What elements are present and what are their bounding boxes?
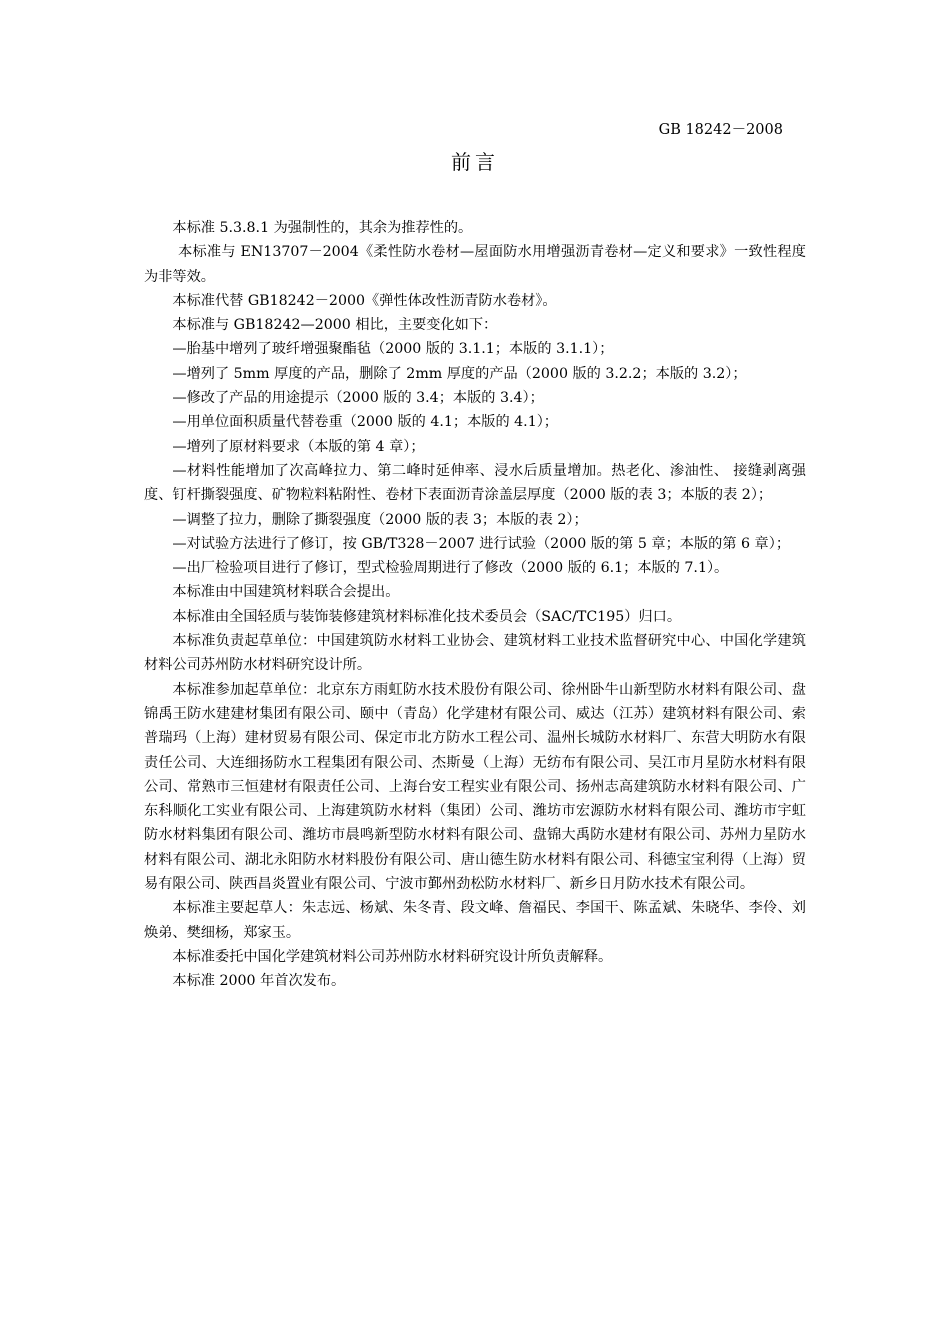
paragraph: 本标准负责起草单位：中国建筑防水材料工业协会、建筑材料工业技术监督研究中心、中国化学建筑材料公司苏州防水材料研究设计所。 [144,633,806,674]
list-item: —修改了产品的用途提示（2000 版的 3.4；本版的 3.4）； [172,390,544,407]
paragraph: 本标准由全国轻质与装饰装修建筑材料标准化技术委员会（SAC/TC195）归口。 [172,608,682,625]
list-item: —增列了原材料要求（本版的第 4 章）； [172,438,425,455]
list-item: —出厂检验项目进行了修订，型式检验周期进行了修改（2000 版的 6.1；本版的 7.1）。 [172,560,729,577]
paragraph: 本标准由中国建筑材料联合会提出。 [172,584,400,601]
standard-number: GB 18242－2008 [658,122,783,138]
paragraph: 本标准 2000 年首次发布。 [172,973,346,990]
paragraph: 本标准代替 GB18242－2000《弹性体改性沥青防水卷材》。 [172,292,557,309]
list-item: —调整了拉力，删除了撕裂强度（2000 版的表 3；本版的表 2）； [172,511,588,528]
paragraph: 本标准与 EN13707－2004《柔性防水卷材—屋面防水用增强沥青卷材—定义和要求》一致性程度为非等效。 [144,244,806,285]
list-item: —材料性能增加了次高峰拉力、第二峰时延伸率、浸水后质量增加。热老化、渗油性、 接缝剥离强度、钉杆撕裂强度、矿物粒料粘附性、卷材下表面沥青涂盖层厚度（2000 版的表 3；本版的表 2）； [144,462,806,504]
paragraph: 本标准委托中国化学建筑材料公司苏州防水材料研究设计所负责解释。 [172,948,613,965]
list-item: —增列了 5mm 厚度的产品，删除了 2mm 厚度的产品（2000 版的 3.2.2；本版的 3.2）； [172,365,747,382]
paragraph: 本标准参加起草单位：北京东方雨虹防水技术股份有限公司、徐州卧牛山新型防水材料有限公司、盘锦禹王防水建建材集团有限公司、颐中（青岛）化学建材有限公司、威达（江苏）建筑材料有限公司、索普瑞玛（上海）建材贸易有限公司、保定市北方防水工程公司、温州长城防水材料厂、东营大明防水有限责任公司、大连细扬防水工程集团有限公司、杰斯曼（上海）无纺布有限公司、吴江市月星防水材料有限公司、常熟市三恒建材有限责任公司、上海台安工程实业有限公司、扬州志高建筑防水材料有限公司、广东科顺化工实业有限公司、上海建筑防水材料（集团）公司、潍坊市宏源防水材料有限公司、潍坊市宇虹防水材料集团有限公司、潍坊市晨鸣新型防水材料有限公司、盘锦大禹防水建材有限公司、苏州力星防水材料有限公司、湖北永阳防水材料股份有限公司、唐山德生防水材料有限公司、科德宝宝利得（上海）贸易有限公司、陕西昌炎置业有限公司、宁波市鄞州劲松防水材料厂、新乡日月防水技术有限公司。 [144,681,806,893]
page-title: 前言 [451,150,499,174]
list-item: —用单位面积质量代替卷重（2000 版的 4.1；本版的 4.1）； [172,414,558,431]
list-item: —胎基中增列了玻纤增强聚酯毡（2000 版的 3.1.1；本版的 3.1.1）； [172,341,614,358]
paragraph: 本标准 5.3.8.1 为强制性的，其余为推荐性的。 [172,220,473,236]
document-body [144,216,806,994]
paragraph: 本标准主要起草人：朱志远、杨斌、朱冬青、段文峰、詹福民、李国干、陈孟斌、朱晓华、李伶、刘焕弟、樊细杨，郑家玉。 [144,900,806,941]
list-item: —对试验方法进行了修订，按 GB/T328－2007 进行试验（2000 版的第 5 章；本版的第 6 章）； [172,535,791,552]
paragraph: 本标准与 GB18242—2000 相比，主要变化如下： [172,317,498,334]
